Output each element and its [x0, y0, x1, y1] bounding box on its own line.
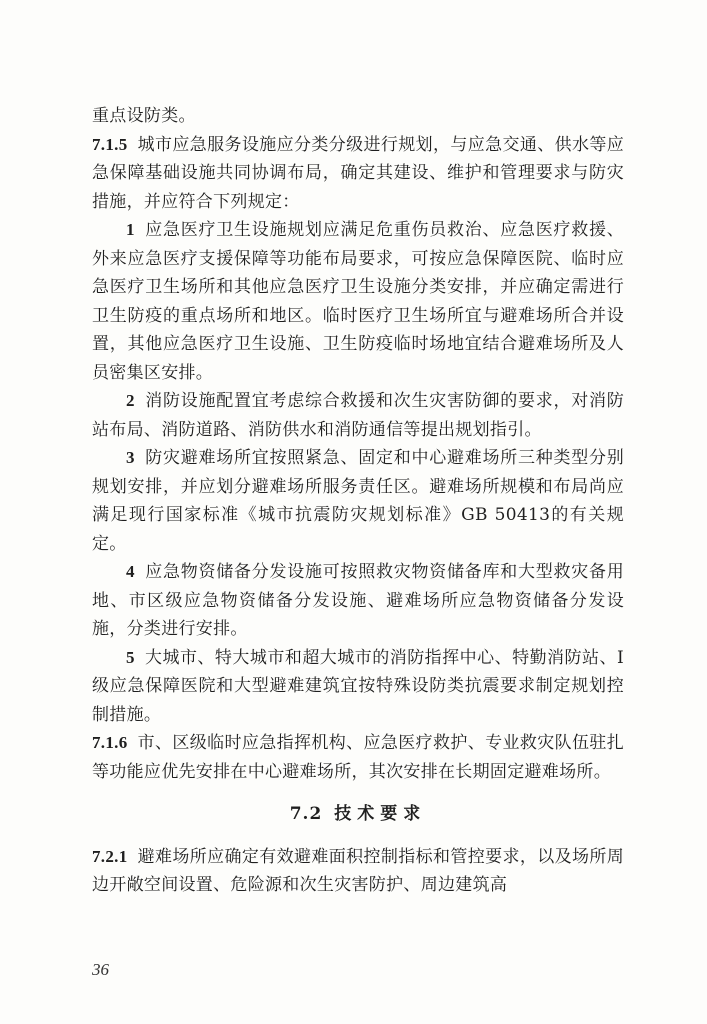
clause-number: 7.2.1: [92, 846, 128, 866]
item-text: 应急物资储备分发设施可按照救灾物资储备库和大型救灾备用地、市区级应急物资储备分发设施、避难场所应急物资储备分发设施，分类进行安排。: [92, 562, 624, 639]
section-title: 技术要求: [334, 804, 427, 824]
clause-text: 市、区级临时应急指挥机构、应急医疗救护、专业救灾队伍驻扎等功能应优先安排在中心避难场所，其次安排在长期固定避难场所。: [92, 733, 624, 782]
clause-text: 城市应急服务设施应分类分级进行规划，与应急交通、供水等应急保障基础设施共同协调布局，确定其建设、维护和管理要求与防灾措施，并应符合下列规定：: [92, 134, 624, 212]
section-heading: [92, 800, 624, 829]
clause-7-2-1: [92, 843, 624, 900]
item-5: [92, 644, 624, 730]
item-number: 2: [126, 391, 135, 410]
clause-number: 7.1.6: [92, 733, 128, 752]
item-number: 5: [126, 647, 135, 667]
section-number: 7.2: [289, 804, 323, 824]
item-number: 1: [126, 220, 135, 239]
item-text: 防灾避难场所宜按照紧急、固定和中心避难场所三种类型分别规划安排，并应划分避难场所服务责任区。避难场所规模和布局尚应满足现行国家标准《城市抗震防灾规划标准》GB 50413的有关规定。: [92, 448, 624, 554]
clause-number: 7.1.5: [92, 134, 128, 154]
clause-7-1-5: [92, 131, 624, 217]
body-text: [92, 102, 624, 900]
paragraph-continuation: [92, 102, 624, 131]
item-4: [92, 558, 624, 644]
item-1: [92, 216, 624, 387]
paragraph-text: 重点设防类。: [92, 106, 196, 126]
item-text: 大城市、特大城市和超大城市的消防指挥中心、特勤消防站、Ⅰ级应急保障医院和大型避难建筑宜按特殊设防类抗震要求制定规划控制措施。: [92, 647, 624, 725]
clause-7-1-6: [92, 729, 624, 786]
item-number: 4: [126, 562, 135, 581]
item-text: 应急医疗卫生设施规划应满足危重伤员救治、应急医疗救援、外来应急医疗支援保障等功能布局要求，可按应急保障医院、临时应急医疗卫生场所和其他应急医疗卫生设施分类安排，并应确定需进行卫生防疫的重点场所和地区。临时医疗卫生场所宜与避难场所合并设置，其他应急医疗卫生设施、卫生防疫临时场地宜结合避难场所及人员密集区安排。: [92, 220, 624, 383]
item-3: [92, 444, 624, 558]
page-number: 36: [92, 960, 109, 979]
item-text: 消防设施配置宜考虑综合救援和次生灾害防御的要求，对消防站布局、消防道路、消防供水和消防通信等提出规划指引。: [92, 391, 624, 440]
item-2: [92, 387, 624, 444]
item-number: 3: [126, 448, 135, 467]
clause-text: 避难场所应确定有效避难面积控制指标和管控要求，以及场所周边开敞空间设置、危险源和次生灾害防护、周边建筑高: [92, 846, 624, 895]
